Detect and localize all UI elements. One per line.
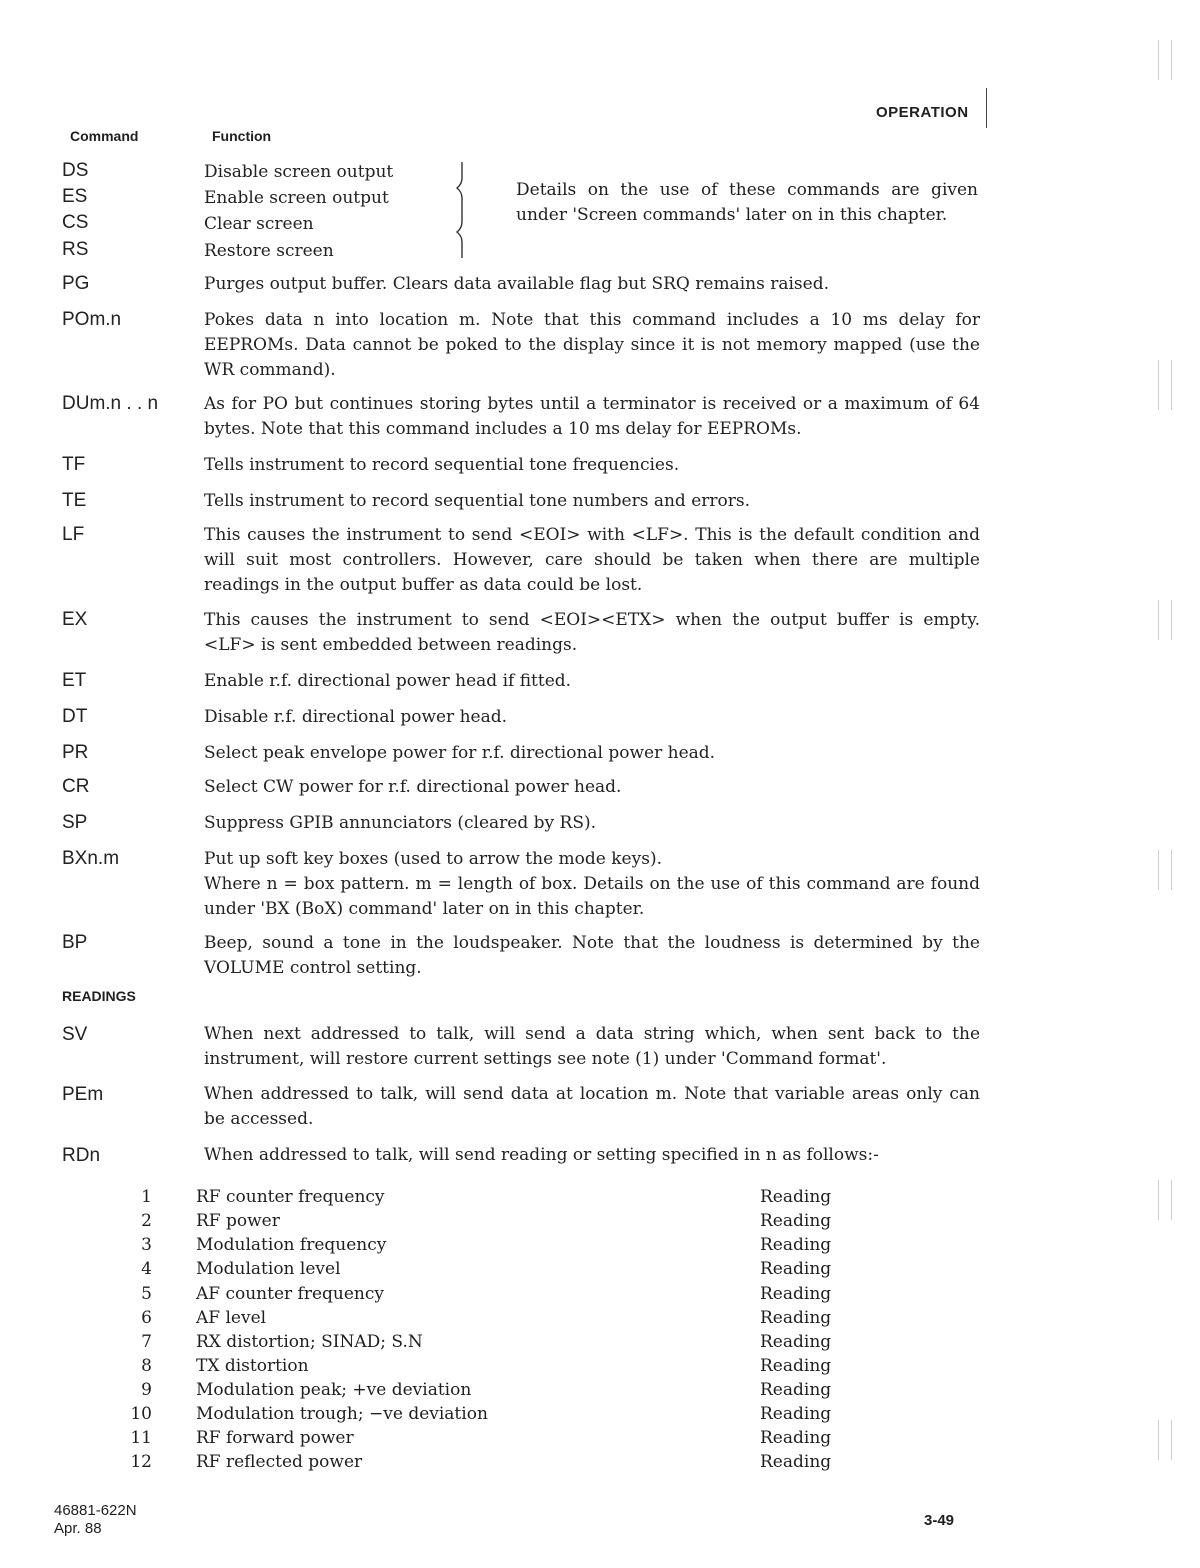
command-ex: EX [62, 609, 88, 630]
reading-type: Reading [760, 1380, 832, 1400]
document-number: 46881-622N [54, 1502, 137, 1519]
function-bxn-m: Put up soft key boxes (used to arrow the mode keys). [204, 849, 662, 869]
command-cs: CS [62, 212, 89, 233]
reading-number: 11 [130, 1428, 152, 1448]
reading-item [100, 1187, 860, 1211]
reading-number: 4 [141, 1259, 152, 1279]
function-cs: Clear screen [204, 214, 314, 234]
reading-type: Reading [760, 1211, 832, 1231]
group-brace [452, 160, 468, 260]
reading-type: Reading [760, 1356, 832, 1376]
function-rs: Restore screen [204, 241, 334, 261]
command-pem: PEm [62, 1084, 104, 1105]
reading-type: Reading [760, 1452, 832, 1472]
reading-name: RF power [196, 1211, 280, 1231]
command-rs: RS [62, 239, 89, 260]
reading-number: 6 [141, 1308, 152, 1328]
reading-item [100, 1308, 860, 1332]
reading-name: Modulation frequency [196, 1235, 387, 1255]
function-column-header: Function [212, 128, 272, 144]
reading-type: Reading [760, 1259, 832, 1279]
reading-name: Modulation level [196, 1259, 341, 1279]
command-bxn-m: BXn.m [62, 848, 120, 869]
function-sv: When next addressed to talk, will send a data string which, when sent back to the instrument, will restore current settings see note (1) under 'Command format'. [204, 1024, 980, 1069]
page-number: 3-49 [924, 1512, 955, 1529]
margin-mark [1158, 1180, 1172, 1220]
command-te: TE [62, 490, 87, 511]
command-rdn: RDn [62, 1145, 101, 1166]
function-et: Enable r.f. directional power head if fitted. [204, 671, 572, 691]
footer-document-info [54, 1502, 137, 1538]
function-es: Enable screen output [204, 188, 389, 208]
margin-mark [1158, 40, 1172, 80]
command-sp: SP [62, 812, 88, 833]
reading-number: 9 [141, 1380, 152, 1400]
reading-number: 10 [130, 1404, 152, 1424]
function-pr: Select peak envelope power for r.f. directional power head. [204, 743, 716, 763]
command-cr: CR [62, 776, 90, 797]
function-dt: Disable r.f. directional power head. [204, 707, 508, 727]
reading-number: 3 [141, 1235, 152, 1255]
section-rule [986, 88, 987, 128]
reading-item [100, 1211, 860, 1235]
function-sp: Suppress GPIB annunciators (cleared by RS). [204, 813, 597, 833]
margin-mark [1158, 1420, 1172, 1460]
command-sv: SV [62, 1024, 88, 1045]
reading-number: 12 [130, 1452, 152, 1472]
reading-number: 5 [141, 1284, 152, 1304]
command-lf: LF [62, 524, 85, 545]
function-ds: Disable screen output [204, 162, 394, 182]
command-pg: PG [62, 273, 90, 294]
section-title: OPERATION [876, 104, 969, 121]
command-dt: DT [62, 706, 88, 727]
margin-mark [1158, 850, 1172, 890]
reading-type: Reading [760, 1187, 832, 1207]
reading-item [100, 1380, 860, 1404]
reading-number: 8 [141, 1356, 152, 1376]
function-pom-n: Pokes data n into location m. Note that this command includes a 10 ms delay for EEPROMs. Data cannot be poked to the display since it is not memory mapped (use the WR command). [204, 310, 980, 380]
command-dum-n: DUm.n . . n [62, 393, 159, 414]
function-rdn: When addressed to talk, will send reading or setting specified in n as follows:- [204, 1145, 879, 1165]
command-pom-n: POm.n [62, 309, 122, 330]
reading-number: 2 [141, 1211, 152, 1231]
function-bxn-m-detail: Where n = box pattern. m = length of box. Details on the use of this command are found under 'BX (BoX) command' later on in this chapter. [204, 874, 980, 919]
reading-name: RX distortion; SINAD; S.N [196, 1332, 423, 1352]
margin-mark [1158, 600, 1172, 640]
screen-commands-note: Details on the use of these commands are given under 'Screen commands' later on in this chapter. [516, 180, 978, 225]
reading-type: Reading [760, 1332, 832, 1352]
function-lf: This causes the instrument to send <EOI> with <LF>. This is the default condition and will suit most controllers. However, care should be taken when there are multiple readings in the output buffer as data could be lost. [204, 525, 980, 595]
reading-type: Reading [760, 1428, 832, 1448]
command-es: ES [62, 186, 88, 207]
reading-item [100, 1452, 860, 1476]
reading-type: Reading [760, 1308, 832, 1328]
reading-item [100, 1404, 860, 1428]
function-cr: Select CW power for r.f. directional power head. [204, 777, 622, 797]
command-et: ET [62, 670, 87, 691]
command-pr: PR [62, 742, 89, 763]
command-bp: BP [62, 932, 88, 953]
function-bp: Beep, sound a tone in the loudspeaker. Note that the loudness is determined by the VOLUME control setting. [204, 933, 980, 978]
reading-number: 1 [141, 1187, 152, 1207]
reading-name: AF counter frequency [196, 1284, 384, 1304]
function-te: Tells instrument to record sequential tone numbers and errors. [204, 491, 751, 511]
reading-number: 7 [141, 1332, 152, 1352]
command-ds: DS [62, 160, 89, 181]
command-tf: TF [62, 454, 86, 475]
document-date: Apr. 88 [54, 1520, 102, 1537]
reading-item [100, 1235, 860, 1259]
function-dum-n: As for PO but continues storing bytes until a terminator is received or a maximum of 64 bytes. Note that this command includes a 10 ms delay for EEPROMs. [204, 394, 980, 439]
readings-heading: READINGS [62, 988, 136, 1004]
reading-name: RF reflected power [196, 1452, 363, 1472]
reading-item [100, 1259, 860, 1283]
command-column-header: Command [70, 128, 139, 144]
margin-mark [1158, 360, 1172, 410]
reading-name: RF counter frequency [196, 1187, 385, 1207]
reading-item [100, 1332, 860, 1356]
reading-type: Reading [760, 1404, 832, 1424]
function-pg: Purges output buffer. Clears data available flag but SRQ remains raised. [204, 274, 829, 294]
reading-name: Modulation trough; −ve deviation [196, 1404, 488, 1424]
function-ex: This causes the instrument to send <EOI><ETX> when the output buffer is empty. <LF> is sent embedded between readings. [204, 610, 980, 655]
reading-item [100, 1428, 860, 1452]
reading-name: AF level [196, 1308, 267, 1328]
reading-item [100, 1356, 860, 1380]
reading-type: Reading [760, 1235, 832, 1255]
reading-name: TX distortion [196, 1356, 309, 1376]
reading-name: Modulation peak; +ve deviation [196, 1380, 472, 1400]
reading-item [100, 1284, 860, 1308]
reading-type: Reading [760, 1284, 832, 1304]
function-pem: When addressed to talk, will send data at location m. Note that variable areas only can be accessed. [204, 1084, 980, 1129]
function-tf: Tells instrument to record sequential tone frequencies. [204, 455, 680, 475]
reading-name: RF forward power [196, 1428, 354, 1448]
